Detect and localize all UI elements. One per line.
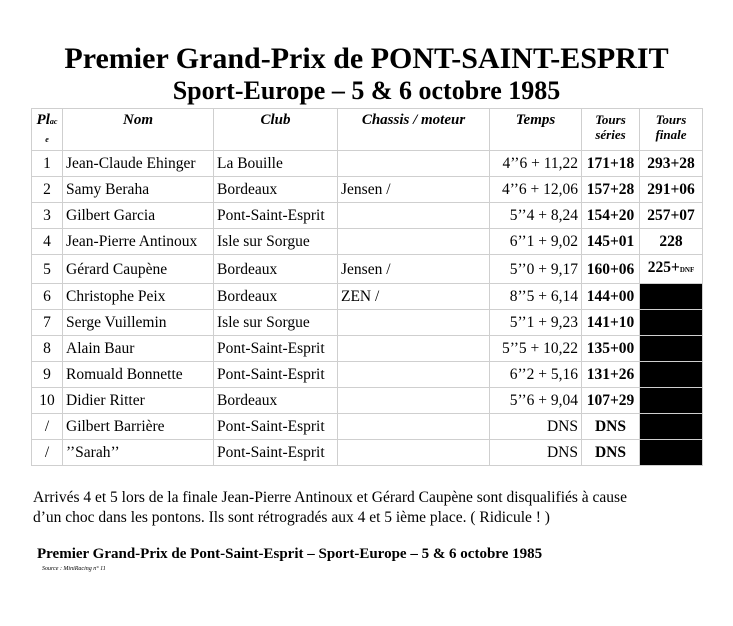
cell-club: Bordeaux [214, 388, 338, 414]
document-title: Premier Grand-Prix de PONT-SAINT-ESPRIT [64, 42, 669, 75]
cell-tours-finale [640, 414, 703, 440]
cell-tours-finale [640, 388, 703, 414]
table-row [32, 255, 703, 284]
cell-nom: Serge Vuillemin [63, 310, 214, 336]
cell-nom: Didier Ritter [63, 388, 214, 414]
cell-place: 3 [32, 203, 63, 229]
cell-tours-finale [640, 284, 703, 310]
document-subtitle: Sport-Europe – 5 & 6 octobre 1985 [172, 76, 561, 105]
cell-tours-series: 160+06 [582, 255, 640, 284]
header-place: Plac e [32, 109, 63, 151]
header-club: Club [214, 109, 338, 151]
cell-chassis: Jensen / [338, 255, 490, 284]
cell-chassis [338, 388, 490, 414]
cell-tours-series: DNS [582, 440, 640, 466]
cell-club: Pont-Saint-Esprit [214, 440, 338, 466]
cell-chassis [338, 440, 490, 466]
cell-tours-series: DNS [582, 414, 640, 440]
cell-nom: Jean-Pierre Antinoux [63, 229, 214, 255]
cell-tours-finale: 225+DNF [640, 255, 703, 284]
table-row [32, 414, 703, 440]
cell-nom: ’’Sarah’’ [63, 440, 214, 466]
header-tours-series: Tours séries [582, 109, 640, 151]
table-row [32, 284, 703, 310]
cell-temps: 5’’1 + 9,23 [490, 310, 582, 336]
cell-temps: 5’’4 + 8,24 [490, 203, 582, 229]
cell-chassis [338, 203, 490, 229]
cell-temps: 5’’0 + 9,17 [490, 255, 582, 284]
footer-title: Premier Grand-Prix de Pont-Saint-Esprit – Sport-Europe – 5 & 6 octobre 1985 [37, 546, 543, 562]
table-row [32, 151, 703, 177]
cell-club: Bordeaux [214, 177, 338, 203]
cell-temps: 5’’5 + 10,22 [490, 336, 582, 362]
cell-chassis: ZEN / [338, 284, 490, 310]
header-temps: Temps [490, 109, 582, 151]
cell-temps: 4’’6 + 12,06 [490, 177, 582, 203]
cell-club: Bordeaux [214, 284, 338, 310]
dnf-note: DNF [679, 266, 695, 274]
results-table [31, 108, 703, 466]
cell-nom: Gilbert Garcia [63, 203, 214, 229]
cell-temps: 5’’6 + 9,04 [490, 388, 582, 414]
table-row [32, 177, 703, 203]
cell-club: Pont-Saint-Esprit [214, 362, 338, 388]
cell-place: 7 [32, 310, 63, 336]
cell-club: Isle sur Sorgue [214, 229, 338, 255]
cell-tours-series: 154+20 [582, 203, 640, 229]
cell-temps: 6’’2 + 5,16 [490, 362, 582, 388]
cell-temps: DNS [490, 440, 582, 466]
cell-chassis [338, 151, 490, 177]
cell-club: Pont-Saint-Esprit [214, 203, 338, 229]
cell-place: 10 [32, 388, 63, 414]
header-row [32, 109, 703, 151]
cell-temps: 6’’1 + 9,02 [490, 229, 582, 255]
cell-place: 8 [32, 336, 63, 362]
table-row [32, 388, 703, 414]
cell-club: La Bouille [214, 151, 338, 177]
cell-club: Isle sur Sorgue [214, 310, 338, 336]
header-tours-finale: Tours finale [640, 109, 703, 151]
cell-nom: Christophe Peix [63, 284, 214, 310]
table-row [32, 440, 703, 466]
cell-tours-series: 171+18 [582, 151, 640, 177]
cell-nom: Romuald Bonnette [63, 362, 214, 388]
table-row [32, 362, 703, 388]
cell-nom: Samy Beraha [63, 177, 214, 203]
cell-tours-finale [640, 362, 703, 388]
cell-club: Bordeaux [214, 255, 338, 284]
cell-temps: DNS [490, 414, 582, 440]
cell-tours-series: 157+28 [582, 177, 640, 203]
cell-tours-finale [640, 336, 703, 362]
header-nom: Nom [63, 109, 214, 151]
cell-tours-series: 141+10 [582, 310, 640, 336]
cell-tours-finale: 291+06 [640, 177, 703, 203]
cell-nom: Gérard Caupène [63, 255, 214, 284]
header-chassis: Chassis / moteur [338, 109, 490, 151]
cell-chassis [338, 229, 490, 255]
cell-place: 1 [32, 151, 63, 177]
cell-place: / [32, 440, 63, 466]
cell-place: 2 [32, 177, 63, 203]
cell-place: / [32, 414, 63, 440]
cell-tours-series: 131+26 [582, 362, 640, 388]
cell-place: 6 [32, 284, 63, 310]
cell-nom: Gilbert Barrière [63, 414, 214, 440]
cell-tours-finale [640, 310, 703, 336]
table-row [32, 336, 703, 362]
cell-nom: Alain Baur [63, 336, 214, 362]
cell-tours-series: 135+00 [582, 336, 640, 362]
cell-tours-finale: 228 [640, 229, 703, 255]
cell-chassis [338, 336, 490, 362]
cell-tours-finale [640, 440, 703, 466]
cell-temps: 8’’5 + 6,14 [490, 284, 582, 310]
table-row [32, 229, 703, 255]
cell-chassis [338, 362, 490, 388]
cell-tours-series: 144+00 [582, 284, 640, 310]
cell-chassis: Jensen / [338, 177, 490, 203]
cell-tours-finale: 293+28 [640, 151, 703, 177]
disqualification-note: Arrivés 4 et 5 lors de la finale Jean-Pierre Antinoux et Gérard Caupène sont disqualifiés à cause d’un choc dans les pontons. Ils sont rétrogradés aux 4 et 5 ième place. ( Ridicule ! ) [33, 489, 627, 526]
cell-tours-finale: 257+07 [640, 203, 703, 229]
cell-temps: 4’’6 + 11,22 [490, 151, 582, 177]
cell-tours-series: 107+29 [582, 388, 640, 414]
cell-club: Pont-Saint-Esprit [214, 336, 338, 362]
cell-tours-series: 145+01 [582, 229, 640, 255]
cell-place: 9 [32, 362, 63, 388]
source-credit: Source : MiniRacing n° 11 [42, 566, 106, 572]
cell-chassis [338, 310, 490, 336]
cell-place: 5 [32, 255, 63, 284]
table-row [32, 203, 703, 229]
table-row [32, 310, 703, 336]
cell-nom: Jean-Claude Ehinger [63, 151, 214, 177]
cell-place: 4 [32, 229, 63, 255]
cell-club: Pont-Saint-Esprit [214, 414, 338, 440]
cell-chassis [338, 414, 490, 440]
